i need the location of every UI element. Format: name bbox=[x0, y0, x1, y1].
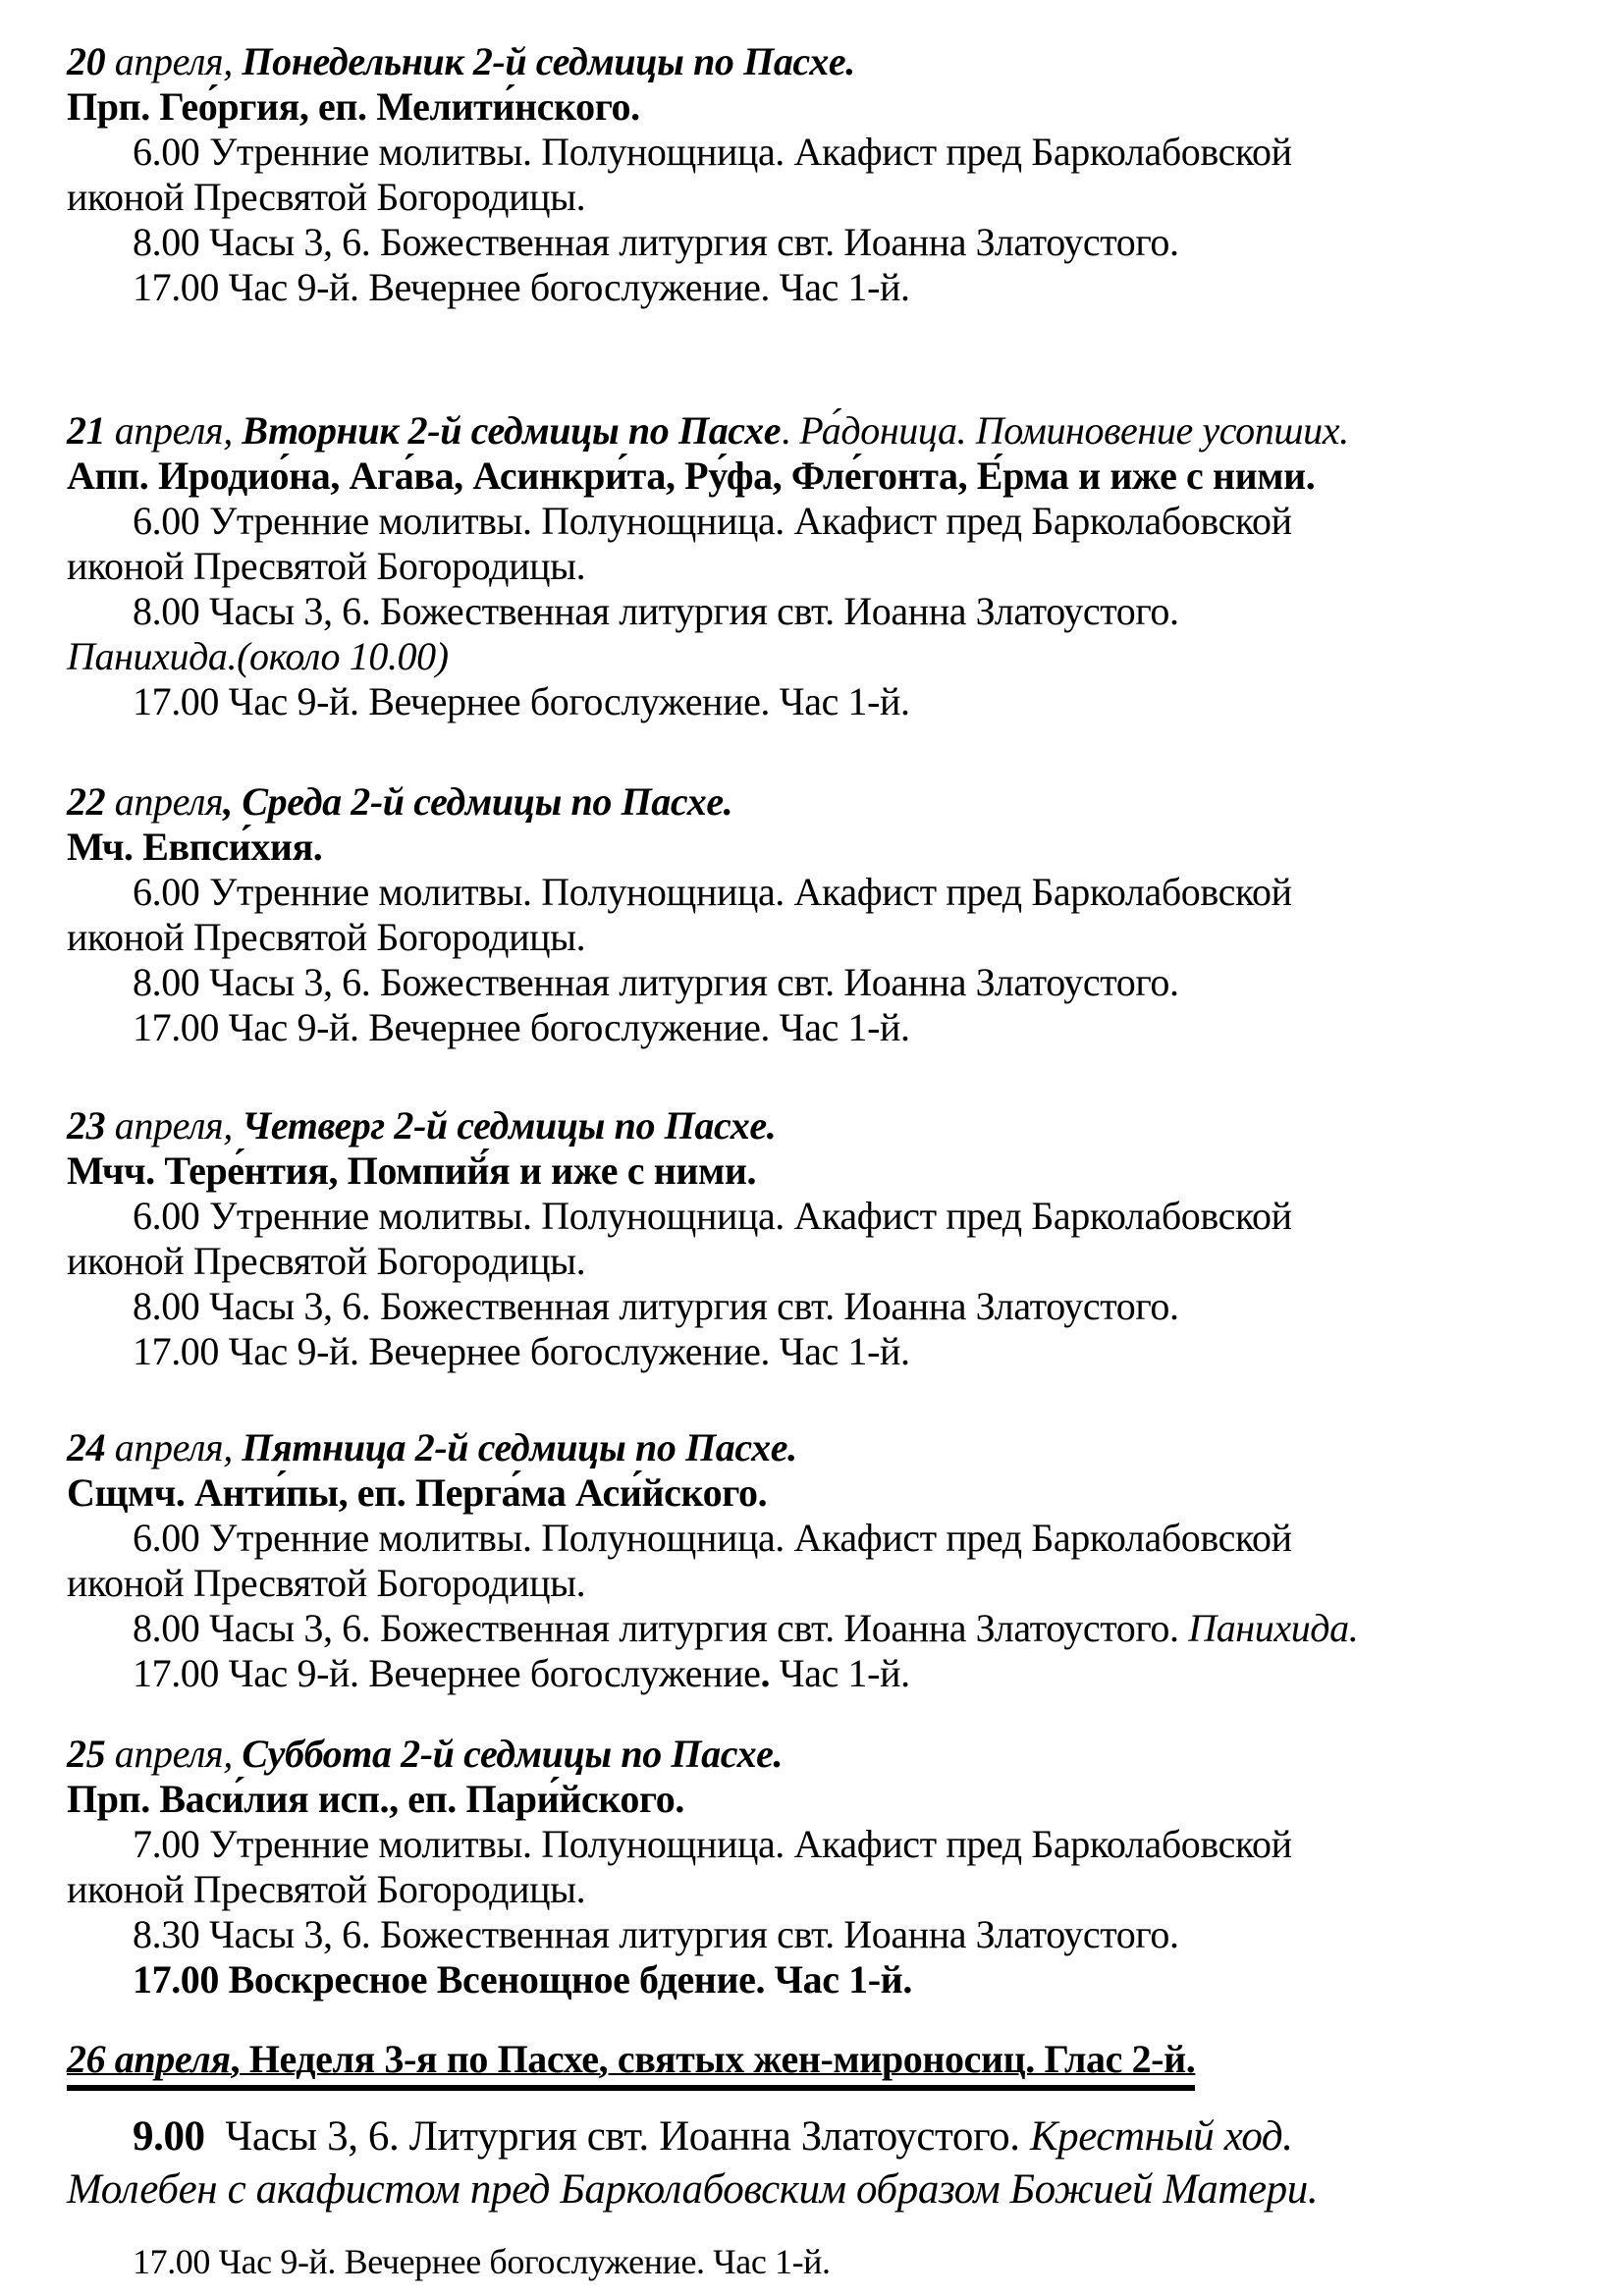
text-segment: апреля, bbox=[105, 39, 243, 83]
text-segment: 17.00 Час 9-й. Вечернее богослужение. Час 1-й. bbox=[133, 265, 910, 309]
schedule-line bbox=[67, 2240, 1569, 2283]
text-segment: 9.00 bbox=[133, 2113, 205, 2160]
text-segment: 6.00 Утренние молитвы. Полунощница. Акафист пред Барколабовской bbox=[133, 1516, 1292, 1560]
text-segment: Пятница 2-й седмицы по Пасхе. bbox=[242, 1425, 797, 1469]
text-segment: 6.00 Утренние молитвы. Полунощница. Акафист пред Барколабовской bbox=[133, 499, 1292, 543]
schedule-line bbox=[67, 1867, 1569, 1912]
schedule-line bbox=[67, 39, 1569, 84]
schedule-line bbox=[67, 779, 1569, 825]
text-segment: апреля, bbox=[105, 1425, 243, 1469]
schedule-line bbox=[67, 544, 1569, 589]
day-section bbox=[67, 39, 1569, 310]
schedule-line bbox=[67, 870, 1569, 915]
text-segment: 23 bbox=[67, 1103, 106, 1148]
schedule-line bbox=[67, 175, 1569, 220]
text-segment: Панихида.(около 10.00) bbox=[67, 634, 449, 678]
text-segment: Четверг 2-й седмицы по Пасхе. bbox=[242, 1103, 777, 1148]
schedule-line bbox=[67, 1284, 1569, 1329]
text-segment: 17.00 Час 9-й. Вечернее богослужение. Час 1-й. bbox=[133, 1005, 910, 1049]
text-segment: 17.00 Воскресное Всенощное бдение. Час 1-й. bbox=[133, 1957, 912, 2002]
text-segment: иконой Пресвятой Богородицы. bbox=[67, 175, 586, 219]
schedule-line bbox=[67, 1957, 1569, 2002]
schedule-line bbox=[67, 1606, 1569, 1651]
text-segment: Панихида. bbox=[1188, 1606, 1359, 1650]
schedule-line bbox=[67, 220, 1569, 265]
text-segment: 17.00 Час 9-й. Вечернее богослужение. Час 1-й. bbox=[133, 2242, 831, 2281]
schedule-line bbox=[67, 2110, 1569, 2163]
text-segment: Вторник 2-й седмицы по Пасхе bbox=[242, 408, 782, 453]
text-segment: 25 bbox=[67, 1732, 106, 1776]
text-segment: 21 bbox=[67, 408, 106, 453]
text-segment: иконой Пресвятой Богородицы. bbox=[67, 544, 586, 588]
schedule-line bbox=[67, 825, 1569, 870]
text-segment: . bbox=[760, 1651, 771, 1695]
schedule-line bbox=[67, 960, 1569, 1005]
day-section bbox=[67, 1732, 1569, 2002]
text-segment: , Среда 2-й седмицы по Пасхе. bbox=[223, 779, 733, 824]
schedule-line bbox=[67, 1470, 1569, 1516]
text-segment: Часы 3, 6. Литургия свт. Иоанна Златоустого. bbox=[204, 2113, 1030, 2160]
text-segment: Час 1-й. bbox=[770, 1651, 910, 1695]
schedule-line bbox=[67, 1651, 1569, 1696]
schedule-line bbox=[67, 1516, 1569, 1561]
text-segment: апреля, bbox=[105, 1732, 243, 1776]
text-segment: 8.00 Часы 3, 6. Божественная литургия свт. Иоанна Златоустого. bbox=[133, 960, 1179, 1004]
schedule-line bbox=[67, 634, 1569, 679]
schedule-line bbox=[67, 454, 1569, 499]
schedule-line bbox=[67, 1148, 1569, 1194]
schedule-line bbox=[67, 1912, 1569, 1957]
underlined-heading bbox=[67, 2037, 1195, 2091]
day-section bbox=[67, 408, 1569, 724]
schedule-line bbox=[67, 2163, 1569, 2216]
day-section bbox=[67, 1425, 1569, 1696]
text-segment: 7.00 Утренние молитвы. Полунощница. Акафист пред Барколабовской bbox=[133, 1822, 1292, 1866]
day-section bbox=[67, 779, 1569, 1050]
text-segment: 8.00 Часы 3, 6. Божественная литургия свт. Иоанна Златоустого. bbox=[133, 589, 1179, 633]
schedule-line bbox=[67, 408, 1569, 454]
text-segment: иконой Пресвятой Богородицы. bbox=[67, 1239, 586, 1283]
text-segment: апреля, bbox=[105, 1103, 243, 1148]
text-segment: 17.00 Час 9-й. Вечернее богослужение. Час 1-й. bbox=[133, 1329, 910, 1373]
week-heading-line bbox=[67, 2032, 1569, 2087]
text-segment: 8.00 Часы 3, 6. Божественная литургия свт. Иоанна Златоустого. bbox=[133, 220, 1179, 264]
schedule-line bbox=[67, 1194, 1569, 1239]
text-segment: иконой Пресвятой Богородицы. bbox=[67, 1867, 586, 1911]
day-section bbox=[67, 2032, 1569, 2283]
text-segment: апреля, bbox=[105, 408, 243, 453]
schedule-line bbox=[67, 265, 1569, 310]
text-segment: иконой Пресвятой Богородицы. bbox=[67, 1561, 586, 1605]
schedule-line bbox=[67, 1239, 1569, 1284]
text-segment: Молебен с акафистом пред Барколабовским образом Божией Матери. bbox=[67, 2166, 1319, 2213]
text-segment: 8.00 Часы 3, 6. Божественная литургия свт. Иоанна Златоустого. bbox=[133, 1284, 1179, 1328]
text-segment: 8.00 Часы 3, 6. Божественная литургия свт. Иоанна Златоустого. bbox=[133, 1606, 1189, 1650]
schedule-line bbox=[67, 1425, 1569, 1470]
text-segment: Мчч. Тере́нтия, Помпий́я и иже с ними. bbox=[67, 1148, 757, 1193]
schedule-line bbox=[67, 499, 1569, 544]
schedule-line bbox=[67, 915, 1569, 960]
schedule-line bbox=[67, 1732, 1569, 1777]
schedule-line bbox=[67, 1822, 1569, 1867]
schedule-line bbox=[67, 1329, 1569, 1374]
text-segment: Апп. Иродио́на, Ага́ва, Асинкри́та, Ру́фа, Фле́гонта, Е́рма и иже с ними. bbox=[67, 454, 1316, 498]
schedule-line bbox=[67, 589, 1569, 634]
text-segment: Суббота 2-й седмицы по Пасхе. bbox=[242, 1732, 784, 1776]
schedule-line bbox=[67, 84, 1569, 130]
text-segment: Прп. Васи́лия исп., еп. Пари́йского. bbox=[67, 1777, 684, 1821]
text-segment: 20 bbox=[67, 39, 106, 83]
text-segment: 17.00 Час 9-й. Вечернее богослужение bbox=[133, 1651, 761, 1695]
text-segment: Прп. Гео́ргия, еп. Мелити́нского. bbox=[67, 84, 640, 129]
text-segment: 8.30 Часы 3, 6. Божественная литургия свт. Иоанна Златоустого. bbox=[133, 1912, 1179, 1956]
text-segment: Понедельник 2-й седмицы по Пасхе. bbox=[242, 39, 855, 83]
text-segment: апреля bbox=[105, 779, 224, 824]
text-segment: Крестный ход. bbox=[1029, 2113, 1293, 2160]
schedule-line bbox=[67, 1561, 1569, 1606]
text-segment: . bbox=[781, 408, 800, 453]
text-segment: 6.00 Утренние молитвы. Полунощница. Акафист пред Барколабовской bbox=[133, 1194, 1292, 1238]
text-segment: 17.00 Час 9-й. Вечернее богослужение. Час 1-й. bbox=[133, 679, 910, 723]
text-segment: 6.00 Утренние молитвы. Полунощница. Акафист пред Барколабовской bbox=[133, 870, 1292, 914]
text-segment: 6.00 Утренние молитвы. Полунощница. Акафист пред Барколабовской bbox=[133, 130, 1292, 174]
text-segment: 24 bbox=[67, 1425, 106, 1469]
schedule-line bbox=[67, 1005, 1569, 1050]
text-segment: Мч. Евпси́хия. bbox=[67, 825, 323, 869]
text-segment: Ра́доница. Поминовение усопших. bbox=[799, 408, 1349, 453]
schedule-line bbox=[67, 1777, 1569, 1822]
schedule-line bbox=[67, 679, 1569, 724]
text-segment: Сщмч. Анти́пы, еп. Перга́ма Аси́йского. bbox=[67, 1470, 768, 1515]
day-section bbox=[67, 1103, 1569, 1374]
schedule-line bbox=[67, 130, 1569, 175]
schedule-line bbox=[67, 1103, 1569, 1148]
text-segment: иконой Пресвятой Богородицы. bbox=[67, 915, 586, 959]
text-segment: , Неделя 3-я по Пасхе, святых жен-мироносиц. Глас 2-й. bbox=[230, 2037, 1196, 2081]
text-segment: 26 апреля bbox=[67, 2037, 231, 2081]
text-segment: 22 bbox=[67, 779, 106, 824]
